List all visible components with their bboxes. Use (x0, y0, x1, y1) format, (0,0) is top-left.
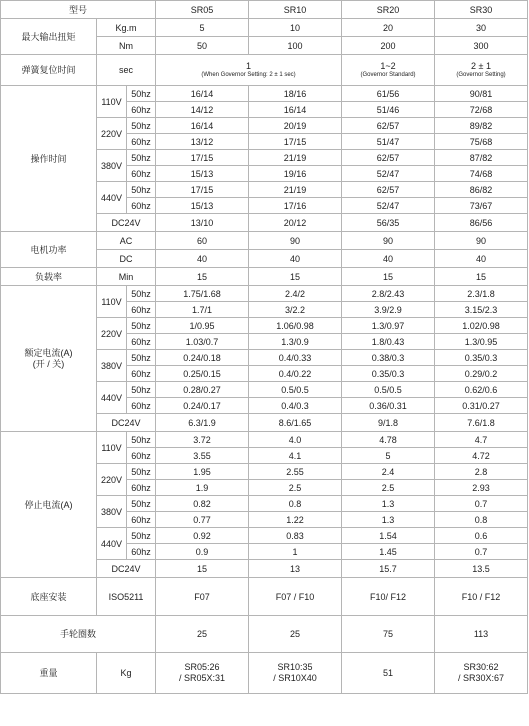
value-cell: 4.7 (435, 432, 528, 448)
frequency-cell: 50hz (127, 286, 156, 302)
value-cell: 62/57 (342, 150, 435, 166)
value-cell: 89/82 (435, 118, 528, 134)
frequency-cell: 50hz (127, 464, 156, 480)
value-cell: 15/13 (156, 198, 249, 214)
frequency-cell: 50hz (127, 432, 156, 448)
value-cell: 0.7 (435, 544, 528, 560)
weight-line: / SR30X:67 (458, 673, 505, 683)
value-cell: 15/13 (156, 166, 249, 182)
value-cell: 18/16 (249, 86, 342, 102)
value-cell: 1.7/1 (156, 302, 249, 318)
frequency-cell: 60hz (127, 544, 156, 560)
weight-line: / SR10X40 (273, 673, 317, 683)
frequency-cell: 60hz (127, 134, 156, 150)
weight-cell (342, 653, 435, 694)
value-cell: 61/56 (342, 86, 435, 102)
weight-line: SR05:26 (184, 662, 220, 672)
weight-cell (156, 653, 249, 694)
value-cell: 1.06/0.98 (249, 318, 342, 334)
value-cell: 2.5 (249, 480, 342, 496)
value-cell: 1/0.95 (156, 318, 249, 334)
value-cell: 15 (156, 268, 249, 286)
value-cell: 0.31/0.27 (435, 398, 528, 414)
value-cell: 7.6/1.8 (435, 414, 528, 432)
model-header: SR10 (249, 1, 342, 19)
value-cell: 40 (342, 250, 435, 268)
value-cell: 25 (156, 616, 249, 653)
mounting-row (1, 578, 528, 616)
value-cell: 21/19 (249, 182, 342, 198)
value-cell: 0.92 (156, 528, 249, 544)
dc-voltage-cell: DC24V (97, 560, 156, 578)
value-cell: 19/16 (249, 166, 342, 182)
voltage-cell: 110V (97, 432, 127, 464)
value-cell: 0.82 (156, 496, 249, 512)
stall_current-row (1, 432, 528, 448)
value-cell: F07 / F10 (249, 578, 342, 616)
value-cell: 3.9/2.9 (342, 302, 435, 318)
frequency-cell: 60hz (127, 166, 156, 182)
value-cell: 0.35/0.3 (342, 366, 435, 382)
header-row (1, 1, 528, 19)
voltage-cell: 440V (97, 182, 127, 214)
value-cell: 1.02/0.98 (435, 318, 528, 334)
value-cell: 4.72 (435, 448, 528, 464)
unit-cell: ISO5211 (97, 578, 156, 616)
voltage-cell: 220V (97, 318, 127, 350)
value-cell: 17/16 (249, 198, 342, 214)
value-cell: 0.29/0.2 (435, 366, 528, 382)
voltage-cell: 220V (97, 118, 127, 150)
voltage-cell: 220V (97, 464, 127, 496)
frequency-cell: 60hz (127, 102, 156, 118)
value-cell: 0.4/0.22 (249, 366, 342, 382)
frequency-cell: 50hz (127, 318, 156, 334)
value-cell: F10 / F12 (435, 578, 528, 616)
value-cell: 86/82 (435, 182, 528, 198)
spring-row (1, 55, 528, 86)
torque-label: 最大输出扭矩 (1, 19, 97, 55)
value-cell: 2.4 (342, 464, 435, 480)
value-cell: 21/19 (249, 150, 342, 166)
value-cell: 30 (435, 19, 528, 37)
weight-line: SR30:62 (463, 662, 499, 672)
value-cell: 20/19 (249, 118, 342, 134)
value-cell: 8.6/1.65 (249, 414, 342, 432)
value-cell: 52/47 (342, 166, 435, 182)
value-cell: 13 (249, 560, 342, 578)
value-cell: 0.36/0.31 (342, 398, 435, 414)
value-cell: 1.22 (249, 512, 342, 528)
value-cell: 15 (249, 268, 342, 286)
voltage-cell: 440V (97, 382, 127, 414)
value-cell: 1.54 (342, 528, 435, 544)
value-cell: 3.72 (156, 432, 249, 448)
voltage-cell: 380V (97, 150, 127, 182)
frequency-cell: 60hz (127, 480, 156, 496)
value-cell: 2.93 (435, 480, 528, 496)
model-header: SR30 (435, 1, 528, 19)
value-cell: 0.77 (156, 512, 249, 528)
spring-value: 1~2 (380, 61, 396, 71)
value-cell: 90/81 (435, 86, 528, 102)
value-cell: 51/46 (342, 102, 435, 118)
value-cell: 2.55 (249, 464, 342, 480)
value-cell: 15.7 (342, 560, 435, 578)
value-cell: 1 (249, 544, 342, 560)
unit-cell: AC (97, 232, 156, 250)
dc-voltage-cell: DC24V (97, 214, 156, 232)
value-cell: 0.62/0.6 (435, 382, 528, 398)
weight-line: / SR05X:31 (179, 673, 226, 683)
value-cell: 0.83 (249, 528, 342, 544)
value-cell: 1.9 (156, 480, 249, 496)
value-cell: 56/35 (342, 214, 435, 232)
unit-cell: Kg.m (97, 19, 156, 37)
weight-line: 51 (383, 667, 394, 678)
value-cell: 50 (156, 37, 249, 55)
value-cell: F07 (156, 578, 249, 616)
value-cell: 16/14 (156, 118, 249, 134)
value-cell: 15 (342, 268, 435, 286)
value-cell: 74/68 (435, 166, 528, 182)
weight-cell (435, 653, 528, 694)
value-cell: 17/15 (156, 150, 249, 166)
value-cell: 0.4/0.3 (249, 398, 342, 414)
value-cell: 0.28/0.27 (156, 382, 249, 398)
value-cell: 4.78 (342, 432, 435, 448)
value-cell: 90 (342, 232, 435, 250)
rated_current-row (1, 286, 528, 302)
frequency-cell: 60hz (127, 302, 156, 318)
rated-current-sublabel: (开 / 关) (32, 358, 65, 369)
spec-table-body (1, 1, 528, 694)
frequency-cell: 60hz (127, 366, 156, 382)
spring-merged-cell (156, 55, 342, 86)
value-cell: 0.7 (435, 496, 528, 512)
weight-line: SR10:35 (277, 662, 313, 672)
value-cell: 0.8 (435, 512, 528, 528)
value-cell: 16/14 (156, 86, 249, 102)
value-cell: 0.35/0.3 (435, 350, 528, 366)
value-cell: 0.5/0.5 (342, 382, 435, 398)
value-cell: 4.0 (249, 432, 342, 448)
frequency-cell: 60hz (127, 512, 156, 528)
value-cell: 17/15 (156, 182, 249, 198)
voltage-cell: 110V (97, 86, 127, 118)
motor-power-row (1, 232, 528, 250)
value-cell: 0.24/0.17 (156, 398, 249, 414)
value-cell: 40 (249, 250, 342, 268)
value-cell: 75/68 (435, 134, 528, 150)
voltage-cell: 110V (97, 286, 127, 318)
unit-cell: Kg (97, 653, 156, 694)
value-cell: 3.55 (156, 448, 249, 464)
operating_time-label: 操作时间 (1, 86, 97, 232)
value-cell: 300 (435, 37, 528, 55)
value-cell: 10 (249, 19, 342, 37)
value-cell: 1.03/0.7 (156, 334, 249, 350)
value-cell: 2.8/2.43 (342, 286, 435, 302)
motor-power-label: 电机功率 (1, 232, 97, 268)
value-cell: 0.8 (249, 496, 342, 512)
value-cell: 13.5 (435, 560, 528, 578)
model-header: SR05 (156, 1, 249, 19)
rated-current-label: 额定电流(A) (24, 347, 73, 358)
frequency-cell: 50hz (127, 150, 156, 166)
value-cell: 0.4/0.33 (249, 350, 342, 366)
spring-value: 1 (246, 61, 252, 71)
value-cell: 62/57 (342, 118, 435, 134)
value-cell: 60 (156, 232, 249, 250)
value-cell: 1.45 (342, 544, 435, 560)
model-header: SR20 (342, 1, 435, 19)
frequency-cell: 50hz (127, 350, 156, 366)
value-cell: 25 (249, 616, 342, 653)
value-cell: 0.9 (156, 544, 249, 560)
value-cell: 2.4/2 (249, 286, 342, 302)
value-cell: 15 (156, 560, 249, 578)
weight-row (1, 653, 528, 694)
value-cell: 0.38/0.3 (342, 350, 435, 366)
value-cell: 51/47 (342, 134, 435, 150)
handwheel-row (1, 616, 528, 653)
value-cell: 40 (156, 250, 249, 268)
value-cell: 13/12 (156, 134, 249, 150)
value-cell: 15 (435, 268, 528, 286)
value-cell: 2.8 (435, 464, 528, 480)
value-cell: 0.5/0.5 (249, 382, 342, 398)
voltage-cell: 440V (97, 528, 127, 560)
value-cell: 6.3/1.9 (156, 414, 249, 432)
frequency-cell: 50hz (127, 86, 156, 102)
value-cell: 1.3 (342, 512, 435, 528)
value-cell: 0.24/0.18 (156, 350, 249, 366)
value-cell: 5 (342, 448, 435, 464)
handwheel-label: 手轮圈数 (1, 616, 156, 653)
spring-sr20-cell (342, 55, 435, 86)
frequency-cell: 50hz (127, 118, 156, 134)
unit-cell: DC (97, 250, 156, 268)
unit-cell: sec (97, 55, 156, 86)
value-cell: 0.6 (435, 528, 528, 544)
value-cell: 1.3/0.95 (435, 334, 528, 350)
value-cell: F10/ F12 (342, 578, 435, 616)
value-cell: 40 (435, 250, 528, 268)
value-cell: 3/2.2 (249, 302, 342, 318)
weight-label: 重量 (1, 653, 97, 694)
frequency-cell: 50hz (127, 528, 156, 544)
spring-sr30-cell (435, 55, 528, 86)
value-cell: 72/68 (435, 102, 528, 118)
value-cell: 3.15/2.3 (435, 302, 528, 318)
value-cell: 5 (156, 19, 249, 37)
value-cell: 1.95 (156, 464, 249, 480)
value-cell: 14/12 (156, 102, 249, 118)
unit-cell: Nm (97, 37, 156, 55)
spring-note: (Governor Setting) (456, 72, 506, 78)
value-cell: 1.75/1.68 (156, 286, 249, 302)
value-cell: 13/10 (156, 214, 249, 232)
value-cell: 113 (435, 616, 528, 653)
value-cell: 2.3/1.8 (435, 286, 528, 302)
value-cell: 73/67 (435, 198, 528, 214)
spring-value: 2 ± 1 (471, 61, 491, 71)
value-cell: 200 (342, 37, 435, 55)
value-cell: 1.3/0.9 (249, 334, 342, 350)
frequency-cell: 50hz (127, 496, 156, 512)
value-cell: 86/56 (435, 214, 528, 232)
value-cell: 52/47 (342, 198, 435, 214)
duty-row (1, 268, 528, 286)
frequency-cell: 60hz (127, 448, 156, 464)
spring-label: 弹簧复位时间 (1, 55, 97, 86)
frequency-cell: 60hz (127, 198, 156, 214)
frequency-cell: 50hz (127, 382, 156, 398)
value-cell: 9/1.8 (342, 414, 435, 432)
dc-voltage-cell: DC24V (97, 414, 156, 432)
voltage-cell: 380V (97, 496, 127, 528)
value-cell: 90 (249, 232, 342, 250)
value-cell: 20 (342, 19, 435, 37)
operating_time-row (1, 86, 528, 102)
spring-note: (Governor Standard) (360, 72, 416, 78)
value-cell: 100 (249, 37, 342, 55)
voltage-cell: 380V (97, 350, 127, 382)
frequency-cell: 60hz (127, 334, 156, 350)
value-cell: 1.3 (342, 496, 435, 512)
torque-row (1, 19, 528, 37)
mounting-label: 底座安装 (1, 578, 97, 616)
spring-note: (When Governor Setting: 2 ± 1 sec) (201, 72, 296, 78)
value-cell: 1.8/0.43 (342, 334, 435, 350)
value-cell: 2.5 (342, 480, 435, 496)
frequency-cell: 50hz (127, 182, 156, 198)
value-cell: 16/14 (249, 102, 342, 118)
duty-label: 负载率 (1, 268, 97, 286)
value-cell: 62/57 (342, 182, 435, 198)
value-cell: 0.25/0.15 (156, 366, 249, 382)
rated_current-label (1, 286, 97, 432)
frequency-cell: 60hz (127, 398, 156, 414)
value-cell: 17/15 (249, 134, 342, 150)
value-cell: 1.3/0.97 (342, 318, 435, 334)
value-cell: 4.1 (249, 448, 342, 464)
weight-cell (249, 653, 342, 694)
stall_current-label: 停止电流(A) (1, 432, 97, 578)
value-cell: 20/12 (249, 214, 342, 232)
value-cell: 75 (342, 616, 435, 653)
model-label: 型号 (1, 1, 156, 19)
unit-cell: Min (97, 268, 156, 286)
value-cell: 90 (435, 232, 528, 250)
value-cell: 87/82 (435, 150, 528, 166)
